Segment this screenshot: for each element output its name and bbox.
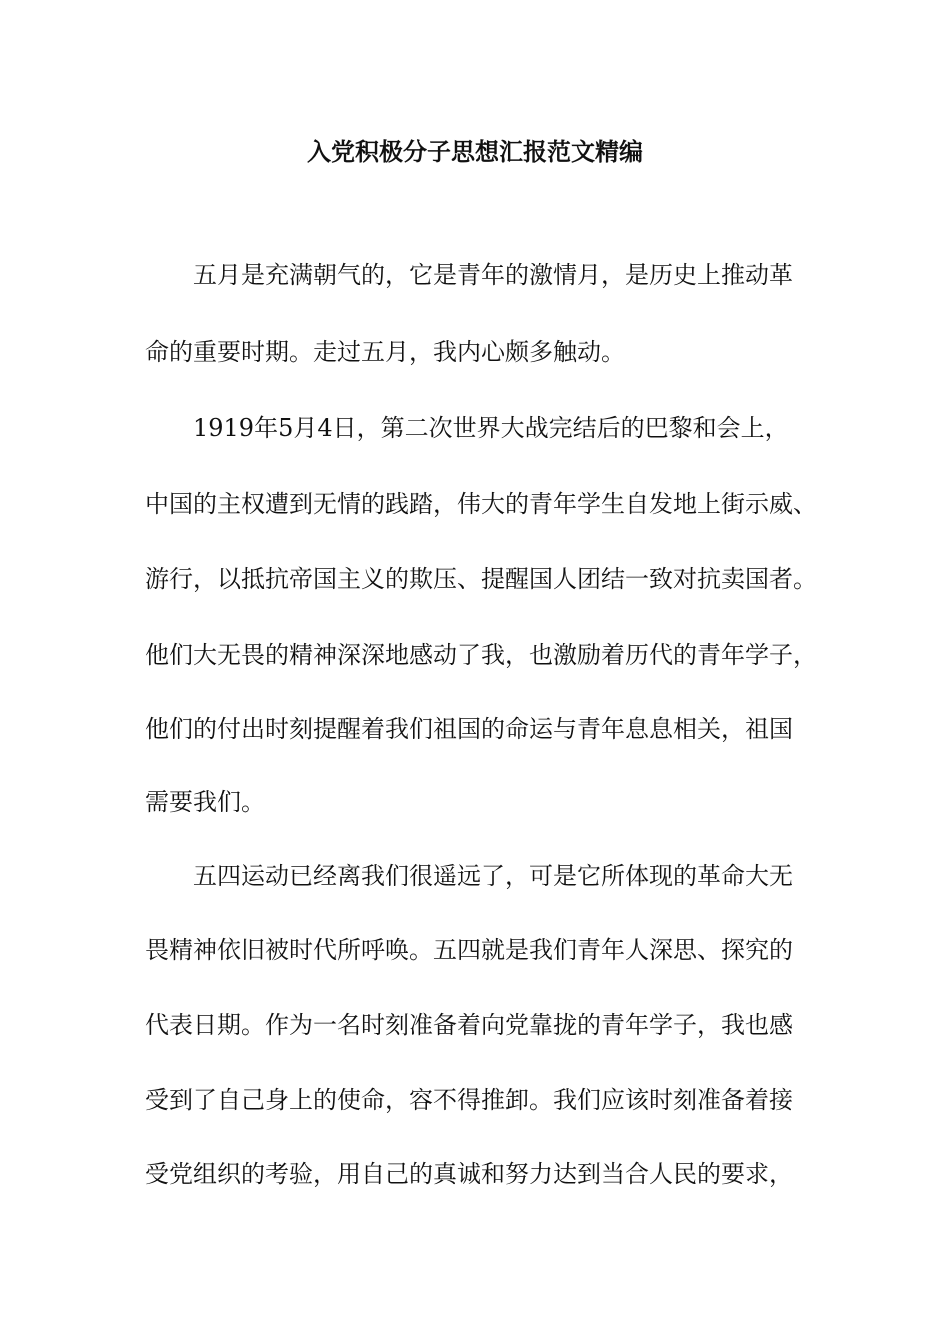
paragraph-3-line-2: 畏精神依旧被时代所呼唤。五四就是我们青年人深思、探究的 [145,936,793,964]
paragraph-1-line-1: 五月是充满朝气的，它是青年的激情月，是历史上推动革 [193,261,793,289]
paragraph-3-line-3: 代表日期。作为一名时刻准备着向党靠拢的青年学子，我也感 [145,1011,793,1039]
paragraph-2-line-6: 需要我们。 [145,788,265,816]
paragraph-3-line-5: 受党组织的考验，用自己的真诚和努力达到当合人民的要求， [145,1160,793,1188]
paragraph-2-line-2: 中国的主权遭到无情的践踏，伟大的青年学生自发地上街示威、 [145,490,817,518]
paragraph-1-line-2: 命的重要时期。走过五月，我内心颇多触动。 [145,338,625,366]
paragraph-3-line-1: 五四运动已经离我们很遥远了，可是它所体现的革命大无 [193,862,793,890]
paragraph-2-line-1: 1919年5月4日，第二次世界大战完结后的巴黎和会上， [193,414,789,442]
paragraph-3-line-4: 受到了自己身上的使命，容不得推卸。我们应该时刻准备着接 [145,1086,793,1114]
paragraph-2-line-4: 他们大无畏的精神深深地感动了我，也激励着历代的青年学子， [145,641,817,669]
paragraph-2-line-3: 游行，以抵抗帝国主义的欺压、提醒国人团结一致对抗卖国者。 [145,565,817,593]
document-title: 入党积极分子思想汇报范文精编 [307,137,643,166]
paragraph-2-line-5: 他们的付出时刻提醒着我们祖国的命运与青年息息相关，祖国 [145,715,793,743]
